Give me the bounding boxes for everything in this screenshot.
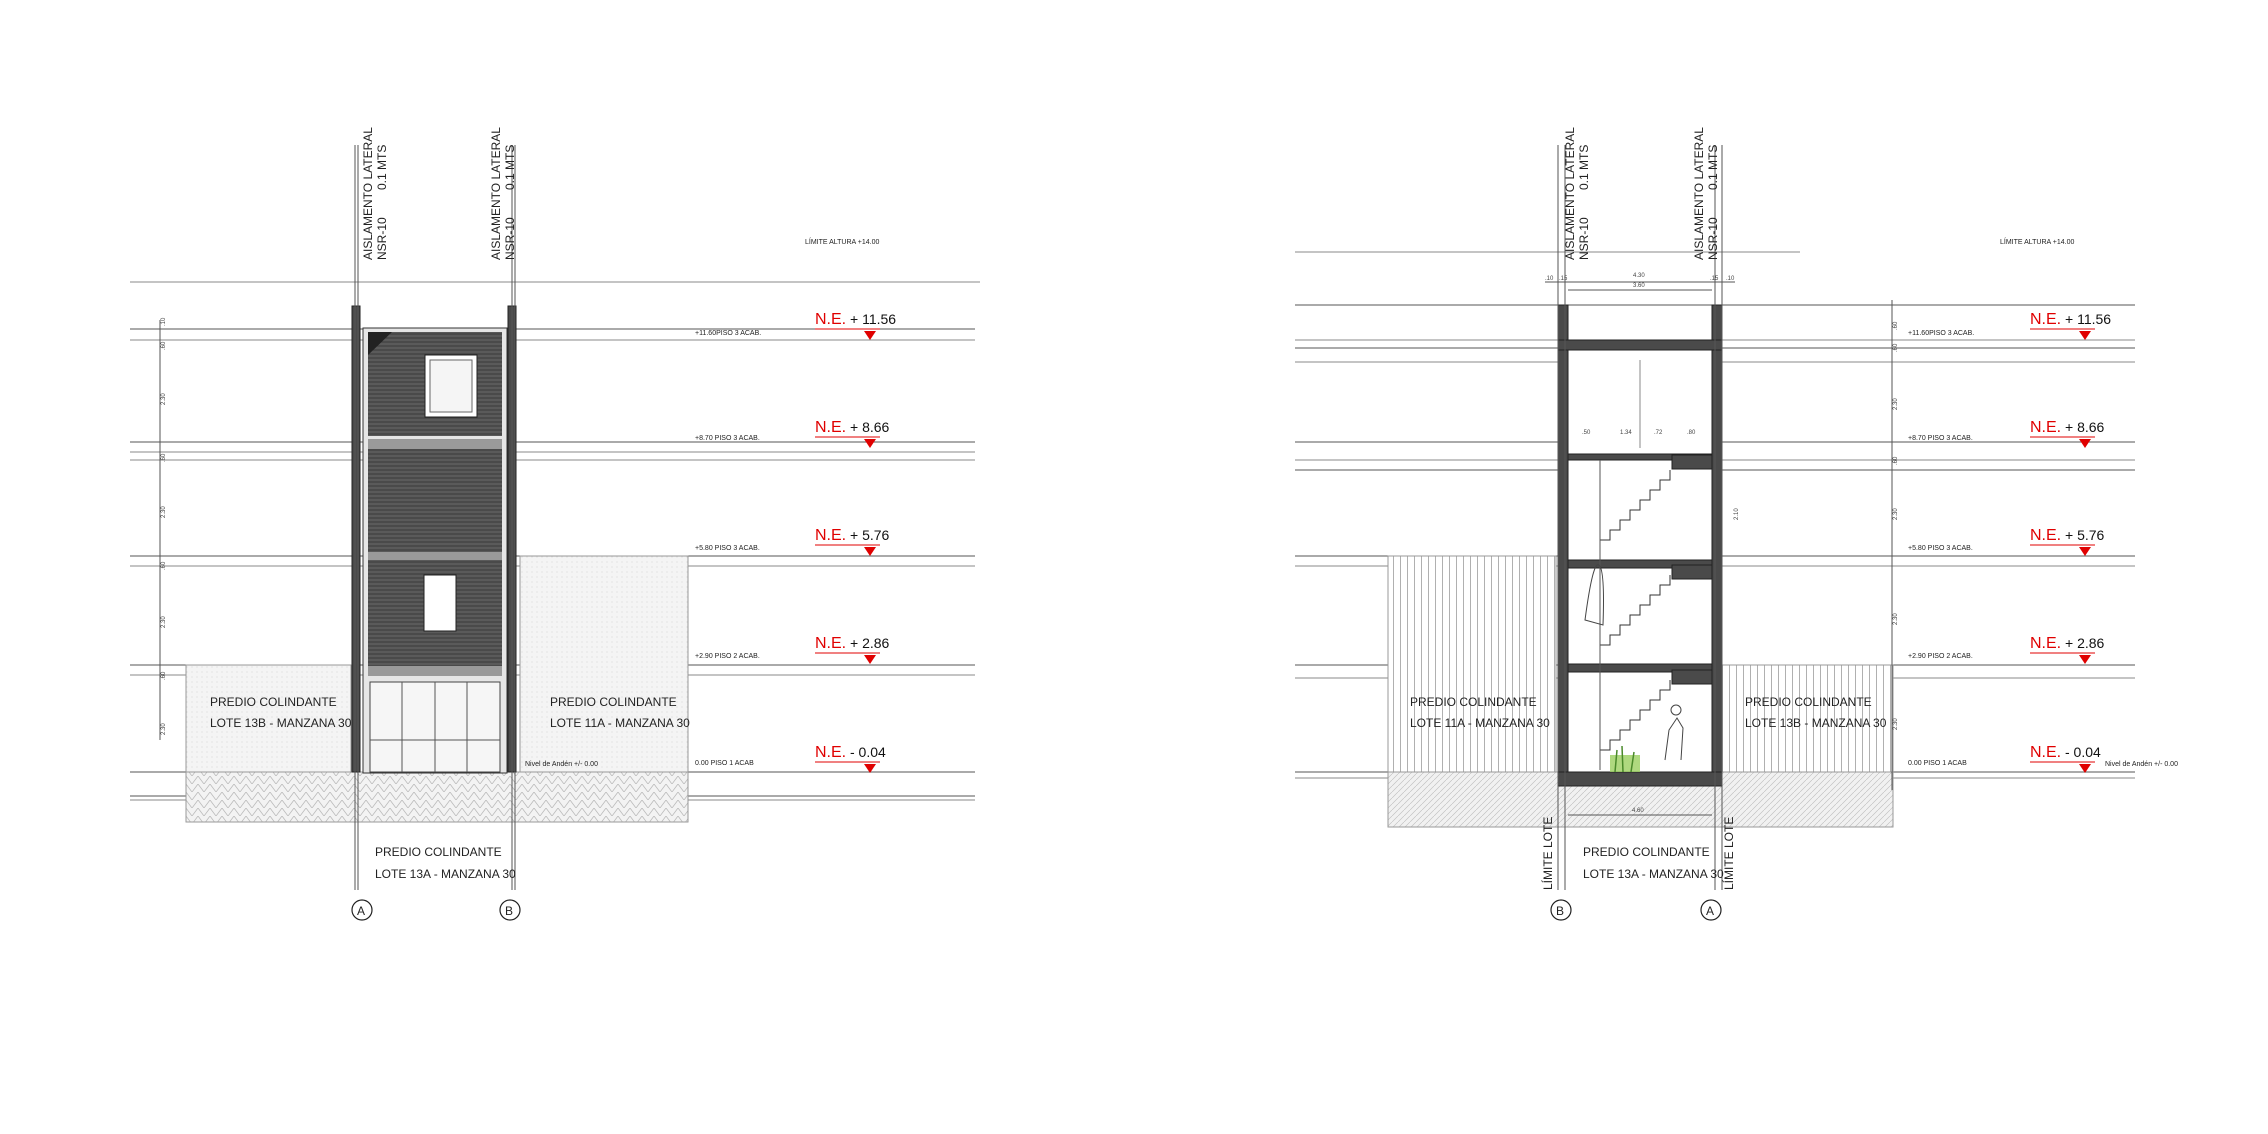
- ne-triangle: [864, 331, 876, 340]
- ne-label: N.E.: [2030, 635, 2062, 652]
- ne-value: + 2.86: [2065, 635, 2105, 651]
- ne-label: N.E.: [815, 635, 847, 652]
- neighbor-left-block: [1388, 556, 1556, 772]
- setback-nsr-right-1: NSR-10: [1577, 217, 1591, 260]
- building-section: [1558, 305, 1722, 786]
- dim-text: 2.30: [1893, 398, 1899, 410]
- neighbor-left-lot: LOTE 11A - MANZANA 30: [1410, 716, 1550, 730]
- level-label: +5.80 PISO 3 ACAB.: [695, 545, 760, 552]
- dim-text: 2.30: [161, 723, 167, 735]
- setback-label-right-1: AISLAMENTO LATERAL: [1563, 127, 1577, 260]
- ne-value: + 11.56: [850, 311, 897, 327]
- height-limit-left: LÍMITE ALTURA +14.00: [805, 239, 880, 246]
- setback-nsr-left-1: NSR-10: [375, 217, 389, 260]
- setback-label-left-1: AISLAMENTO LATERAL: [361, 127, 375, 260]
- dim-text: .10: [161, 317, 167, 326]
- dim-text: .60: [1893, 343, 1899, 352]
- lot-limit-right: LÍMITE LOTE: [1722, 816, 1736, 890]
- ne-label: N.E.: [2030, 311, 2062, 328]
- dim-text: 2.30: [161, 393, 167, 405]
- ground-strip: [186, 772, 688, 822]
- axis-label-a: A: [357, 904, 366, 918]
- neighbor-right-lot: LOTE 13B - MANZANA 30: [1745, 716, 1887, 730]
- setback-value-left-1: 0.1 MTS: [375, 144, 389, 190]
- height-limit-right: LÍMITE ALTURA +14.00: [2000, 239, 2075, 246]
- dim-text: .10: [1545, 276, 1554, 282]
- dim-text: .60: [161, 341, 167, 350]
- neighbor-left-title: PREDIO COLINDANTE: [210, 695, 337, 709]
- setback-nsr-left-2: NSR-10: [503, 217, 517, 260]
- ne-value: + 5.76: [850, 527, 890, 543]
- neighbor-bottom-lot: LOTE 13A - MANZANA 30: [1583, 867, 1724, 881]
- level-label: +11.60PISO 3 ACAB.: [695, 330, 762, 337]
- dim-text: 4.60: [1632, 808, 1644, 814]
- neighbor-right-block: [520, 556, 688, 772]
- level-label: +8.70 PISO 3 ACAB.: [695, 435, 760, 442]
- dim-text: 2.30: [161, 616, 167, 628]
- dim-text: .60: [161, 561, 167, 570]
- lot-limit-left: LÍMITE LOTE: [1541, 816, 1555, 890]
- axis-label-a: A: [1706, 904, 1715, 918]
- ne-label: N.E.: [815, 744, 847, 761]
- ne-triangle: [864, 547, 876, 556]
- setback-nsr-right-2: NSR-10: [1706, 217, 1720, 260]
- neighbor-left-lot: LOTE 13B - MANZANA 30: [210, 716, 352, 730]
- ne-triangle: [2079, 655, 2091, 664]
- dim-text: .80: [1687, 430, 1696, 436]
- level-label: +2.90 PISO 2 ACAB.: [695, 653, 760, 660]
- sidewalk-level-left: Nivel de Andén +/- 0.00: [525, 761, 598, 768]
- level-label: 0.00 PISO 1 ACAB: [695, 760, 754, 767]
- axis-label-b: B: [505, 904, 514, 918]
- setback-value-left-2: 0.1 MTS: [503, 144, 517, 190]
- neighbor-bottom-title: PREDIO COLINDANTE: [375, 845, 502, 859]
- neighbor-right-lot: LOTE 11A - MANZANA 30: [550, 716, 690, 730]
- dim-text: .15: [1710, 276, 1719, 282]
- ne-value: + 2.86: [850, 635, 890, 651]
- setback-value-right-1: 0.1 MTS: [1577, 144, 1591, 190]
- dim-text: .10: [1726, 276, 1735, 282]
- ne-label: N.E.: [815, 527, 847, 544]
- dim-text: 2.30: [1893, 718, 1899, 730]
- level-markers-right: [1908, 311, 2111, 773]
- dim-text: 2.10: [1734, 508, 1740, 520]
- ne-label: N.E.: [2030, 419, 2062, 436]
- dim-text: .60: [161, 453, 167, 462]
- dim-text: 2.30: [161, 506, 167, 518]
- level-label: +5.80 PISO 3 ACAB.: [1908, 545, 1973, 552]
- dim-text: .15: [1559, 276, 1568, 282]
- axis-label-b: B: [1556, 904, 1565, 918]
- neighbor-right-title: PREDIO COLINDANTE: [1745, 695, 1872, 709]
- ne-value: + 8.66: [850, 419, 890, 435]
- setback-label-left-2: AISLAMENTO LATERAL: [489, 127, 503, 260]
- story-dimensions-left: [160, 317, 167, 740]
- neighbor-right-title: PREDIO COLINDANTE: [550, 695, 677, 709]
- dim-text: .72: [1654, 430, 1663, 436]
- dim-text: .60: [161, 671, 167, 680]
- dim-text: 4.30: [1633, 273, 1645, 279]
- ne-value: - 0.04: [850, 744, 886, 760]
- setback-label-right-2: AISLAMENTO LATERAL: [1692, 127, 1706, 260]
- ne-value: + 11.56: [2065, 311, 2112, 327]
- neighbor-bottom-lot: LOTE 13A - MANZANA 30: [375, 867, 516, 881]
- ne-label: N.E.: [815, 311, 847, 328]
- ne-label: N.E.: [815, 419, 847, 436]
- ne-label: N.E.: [2030, 527, 2062, 544]
- dim-text: 3.60: [1633, 283, 1645, 289]
- ne-triangle: [864, 439, 876, 448]
- dim-text: .50: [1582, 430, 1591, 436]
- level-label: +11.60PISO 3 ACAB.: [1908, 330, 1975, 337]
- left-facade-view: [130, 127, 980, 920]
- ne-triangle: [2079, 547, 2091, 556]
- dim-text: 1.34: [1620, 430, 1632, 436]
- right-section-view: [1295, 127, 2178, 920]
- sidewalk-level-right: Nivel de Andén +/- 0.00: [2105, 761, 2178, 768]
- ne-value: + 5.76: [2065, 527, 2105, 543]
- neighbor-left-title: PREDIO COLINDANTE: [1410, 695, 1537, 709]
- level-label: +2.90 PISO 2 ACAB.: [1908, 653, 1973, 660]
- ne-triangle: [2079, 439, 2091, 448]
- level-label: 0.00 PISO 1 ACAB: [1908, 760, 1967, 767]
- ne-value: - 0.04: [2065, 744, 2101, 760]
- level-label: +8.70 PISO 3 ACAB.: [1908, 435, 1973, 442]
- ne-label: N.E.: [2030, 744, 2062, 761]
- ne-triangle: [864, 655, 876, 664]
- dim-text: .60: [1893, 456, 1899, 465]
- building-facade: [352, 306, 516, 773]
- neighbor-bottom-title: PREDIO COLINDANTE: [1583, 845, 1710, 859]
- dim-text: .60: [1893, 321, 1899, 330]
- setback-value-right-2: 0.1 MTS: [1706, 144, 1720, 190]
- dim-text: 2.30: [1893, 613, 1899, 625]
- level-markers-left: [695, 311, 896, 773]
- ne-value: + 8.66: [2065, 419, 2105, 435]
- dim-text: 2.30: [1893, 508, 1899, 520]
- ne-triangle: [2079, 331, 2091, 340]
